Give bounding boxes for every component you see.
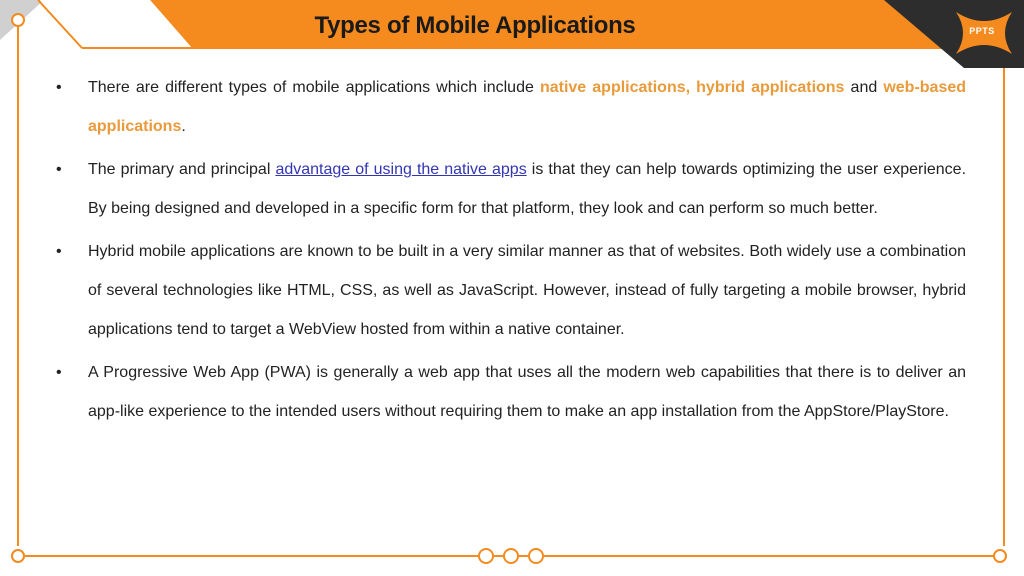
bottom-center-node-1: [479, 549, 493, 563]
text-run: There are different types of mobile applications which include: [88, 79, 540, 96]
bullet-item-2: [56, 150, 966, 228]
text-run: and: [844, 79, 884, 96]
bottom-left-node: [12, 550, 24, 562]
text-run: .: [181, 118, 186, 135]
text-run: is that they can help towards optimizing the user experience. By being designed and developed in a specific form for that platform, they look and can perform so much better.: [88, 161, 967, 217]
bullet-text: [88, 150, 966, 228]
bullet-text: A Progressive Web App (PWA) is generally a web app that uses all the modern web capabilities that there is to deliver an app-like experience to the intended users without requiring them to make an app installation from the AppStore/PlayStore.: [88, 364, 966, 420]
bullet-dot: •: [56, 79, 62, 96]
bullet-item-4: [56, 353, 966, 431]
bullet-dot: •: [56, 243, 62, 260]
bullet-item-3: [56, 232, 966, 349]
bullet-dot: •: [56, 161, 62, 178]
bullet-item-1: [56, 68, 966, 146]
bullet-text: [88, 68, 966, 146]
bottom-center-node-2: [504, 549, 518, 563]
bullet-dot: •: [56, 364, 62, 381]
text-run: The primary and principal: [88, 161, 276, 178]
bullet-text: Hybrid mobile applications are known to be built in a very similar manner as that of websites. Both widely use a combination of several technologies like HTML, CSS, as well as JavaScript. However, instead of fully targeting a mobile browser, hybrid applications tend to target a WebView hosted from within a native container.: [88, 243, 966, 338]
bottom-center-node-3: [529, 549, 543, 563]
bottom-right-node: [994, 550, 1006, 562]
bullet-list: [56, 68, 966, 435]
native-apps-advantage-link[interactable]: advantage of using the native apps: [275, 161, 527, 178]
slide-title: Types of Mobile Applications: [314, 12, 636, 39]
highlight-native-hybrid: native applications, hybrid applications: [539, 79, 845, 96]
brand-logo-text: PPTS: [969, 26, 995, 36]
highlight-web-based: web-based applications: [88, 79, 967, 135]
top-left-node: [12, 14, 24, 26]
